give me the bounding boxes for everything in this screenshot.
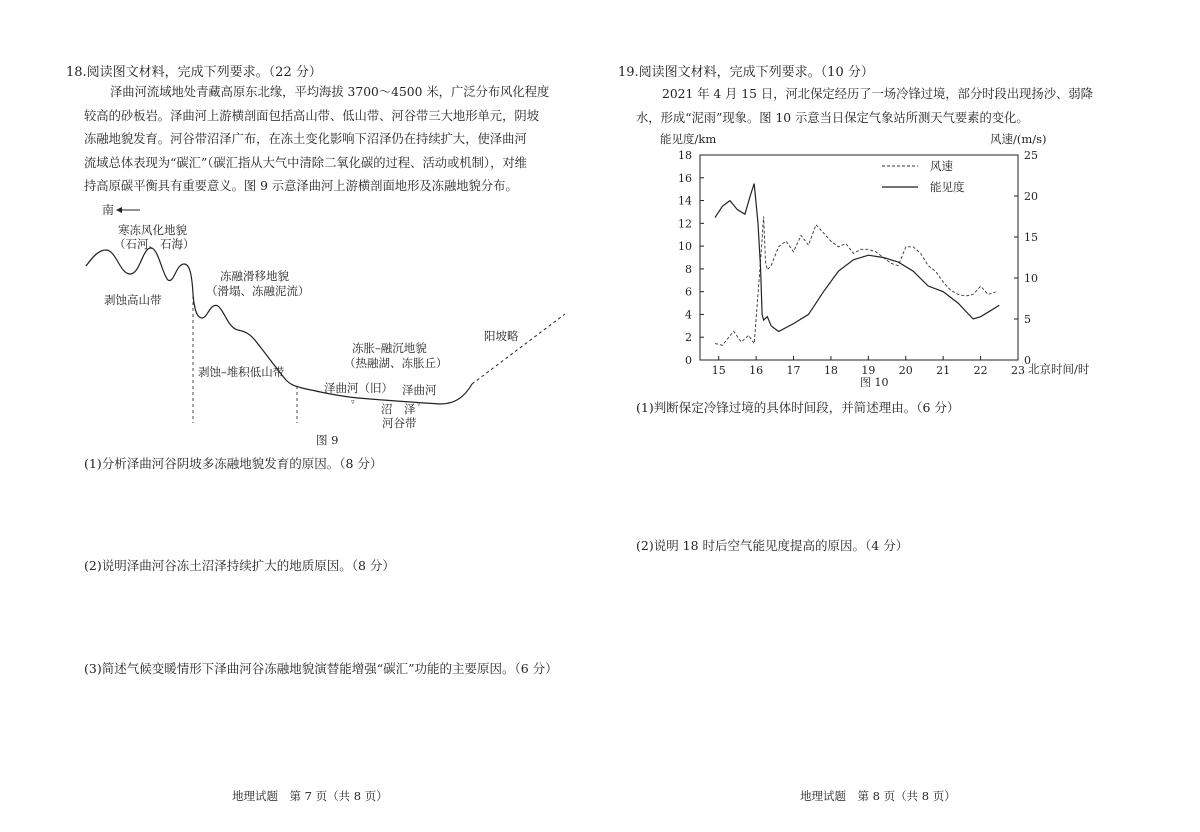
- erosion-high-mountain-label: 剥蚀高山带: [104, 293, 162, 307]
- left-footer: 地理试题 第 7 页（共 8 页）: [232, 789, 388, 803]
- q19-paragraph: [636, 83, 1146, 130]
- q19-line-1: 2021 年 4 月 15 日，河北保定经历了一场冷锋过境，部分时段出现扬沙、弱降: [662, 87, 1093, 101]
- q18-line-3: 冻融地貌发育。河谷带沼泽广布，在冻土变化影响下沼泽仍在持续扩大，使泽曲河: [84, 132, 527, 146]
- y-left-tick-label: 2: [685, 331, 692, 345]
- freeze-thaw-slide-label: 冻融滑移地貌: [220, 269, 289, 283]
- old-river-label: 泽曲河（旧）: [324, 381, 393, 395]
- y-right-tick-label: 25: [1024, 149, 1038, 162]
- y-left-tick-label: 12: [678, 217, 692, 231]
- q18-sub1: (1)分析泽曲河谷阴坡多冻融地貌发育的原因。（8 分）: [84, 456, 383, 471]
- y-left-tick-label: 8: [685, 262, 692, 276]
- y-left-tick-label: 14: [678, 194, 692, 208]
- x-tick-label: 23: [1011, 364, 1025, 377]
- series-wind-speed-line: [715, 217, 996, 346]
- q19-title: 19.阅读图文材料，完成下列要求。（10 分）: [618, 65, 874, 80]
- valley-zone-label: 河谷带: [382, 416, 417, 430]
- x-axis-label: 北京时间/时: [1028, 362, 1090, 376]
- frost-weathering-label: 寒冻风化地貌: [118, 223, 187, 237]
- q18-line-2: 较高的砂板岩。泽曲河上游横剖面包括高山带、低山带、河谷带三大地形单元，阴坡: [84, 108, 539, 123]
- q18-line-5: 持高原碳平衡具有重要意义。图 9 示意泽曲河上游横剖面地形及冻融地貌分布。: [84, 179, 518, 193]
- x-tick-label: 19: [861, 364, 876, 377]
- erosion-accumulation-low-mountain-label: 剥蚀–堆积低山带: [198, 365, 285, 379]
- q19-line-2: 水，形成“泥雨”现象。图 10 示意当日保定气象站所测天气要素的变化。: [636, 110, 1029, 125]
- y-right-tick-label: 10: [1024, 272, 1038, 285]
- y-right-tick-label: 0: [1024, 354, 1031, 367]
- q18-title: 18.阅读图文材料，完成下列要求。（22 分）: [66, 65, 322, 80]
- y-left-tick-label: 0: [685, 354, 692, 367]
- y-left-tick-label: 16: [678, 171, 692, 185]
- figure-10-caption: 图 10: [860, 376, 889, 389]
- q18-sub2: (2)说明泽曲河谷冻土沼泽持续扩大的地质原因。（8 分）: [84, 558, 395, 573]
- q19-sub2: (2)说明 18 时后空气能见度提高的原因。（4 分）: [636, 538, 909, 553]
- river-mark-icon: ▿: [417, 400, 421, 408]
- q18-paragraph: [84, 81, 594, 199]
- q18-sub3: (3)简述气候变暖情形下泽曲河谷冻融地貌演替能增强“碳汇”功能的主要原因。（6 分）: [84, 661, 558, 676]
- y-left-tick-label: 6: [685, 285, 692, 299]
- x-tick-label: 15: [711, 364, 726, 377]
- old-river-mark-icon: ▿: [351, 398, 355, 406]
- x-tick-label: 16: [749, 364, 764, 377]
- frost-heave-sub: （热融湖、冻胀丘）: [344, 356, 448, 370]
- frost-heave-label: 冻胀–融沉地貌: [352, 341, 427, 355]
- south-label: 南: [102, 203, 115, 217]
- y-left-label: 能见度/km: [660, 132, 717, 146]
- x-tick-label: 22: [973, 364, 988, 377]
- river-label: 泽曲河: [402, 383, 437, 397]
- right-footer: 地理试题 第 8 页（共 8 页）: [800, 789, 956, 803]
- q18-line-4: 流域总体表现为“碳汇”（碳汇指从大气中清除二氧化碳的过程、活动或机制），对维: [84, 155, 527, 170]
- sunny-slope-dashed-line: [472, 314, 565, 384]
- swamp-label: 沼 泽: [381, 402, 416, 416]
- y-right-label: 风速/(m/s): [990, 132, 1047, 146]
- figure-9-caption: 图 9: [316, 433, 339, 447]
- y-right-tick-label: 20: [1024, 190, 1038, 203]
- figure-10-chart: [640, 128, 1110, 390]
- x-tick-label: 20: [898, 364, 913, 377]
- legend-wind-label: 风速: [930, 159, 953, 173]
- y-left-tick-label: 10: [678, 240, 692, 254]
- y-right-tick-label: 15: [1024, 231, 1038, 244]
- y-left-tick-label: 18: [678, 149, 692, 162]
- y-left-tick-label: 4: [685, 308, 692, 322]
- x-tick-label: 21: [936, 364, 951, 377]
- sunny-slope-label: 阳坡略: [484, 329, 519, 343]
- x-tick-label: 17: [786, 364, 801, 377]
- q18-line-1: 泽曲河流域地处青藏高原东北缘，平均海拔 3700～4500 米，广泛分布风化程度: [110, 85, 550, 99]
- legend-visibility-label: 能见度: [930, 180, 965, 194]
- series-visibility-line: [715, 184, 999, 332]
- freeze-thaw-slide-sub: （滑塌、冻融泥流）: [206, 284, 310, 298]
- figure-9-profile: [80, 198, 580, 448]
- q19-sub1: (1)判断保定冷锋过境的具体时间段，并简述理由。（6 分）: [636, 400, 960, 415]
- y-right-tick-label: 5: [1024, 313, 1031, 326]
- frost-weathering-sub: （石河、石海）: [114, 237, 195, 251]
- x-tick-label: 18: [823, 364, 838, 377]
